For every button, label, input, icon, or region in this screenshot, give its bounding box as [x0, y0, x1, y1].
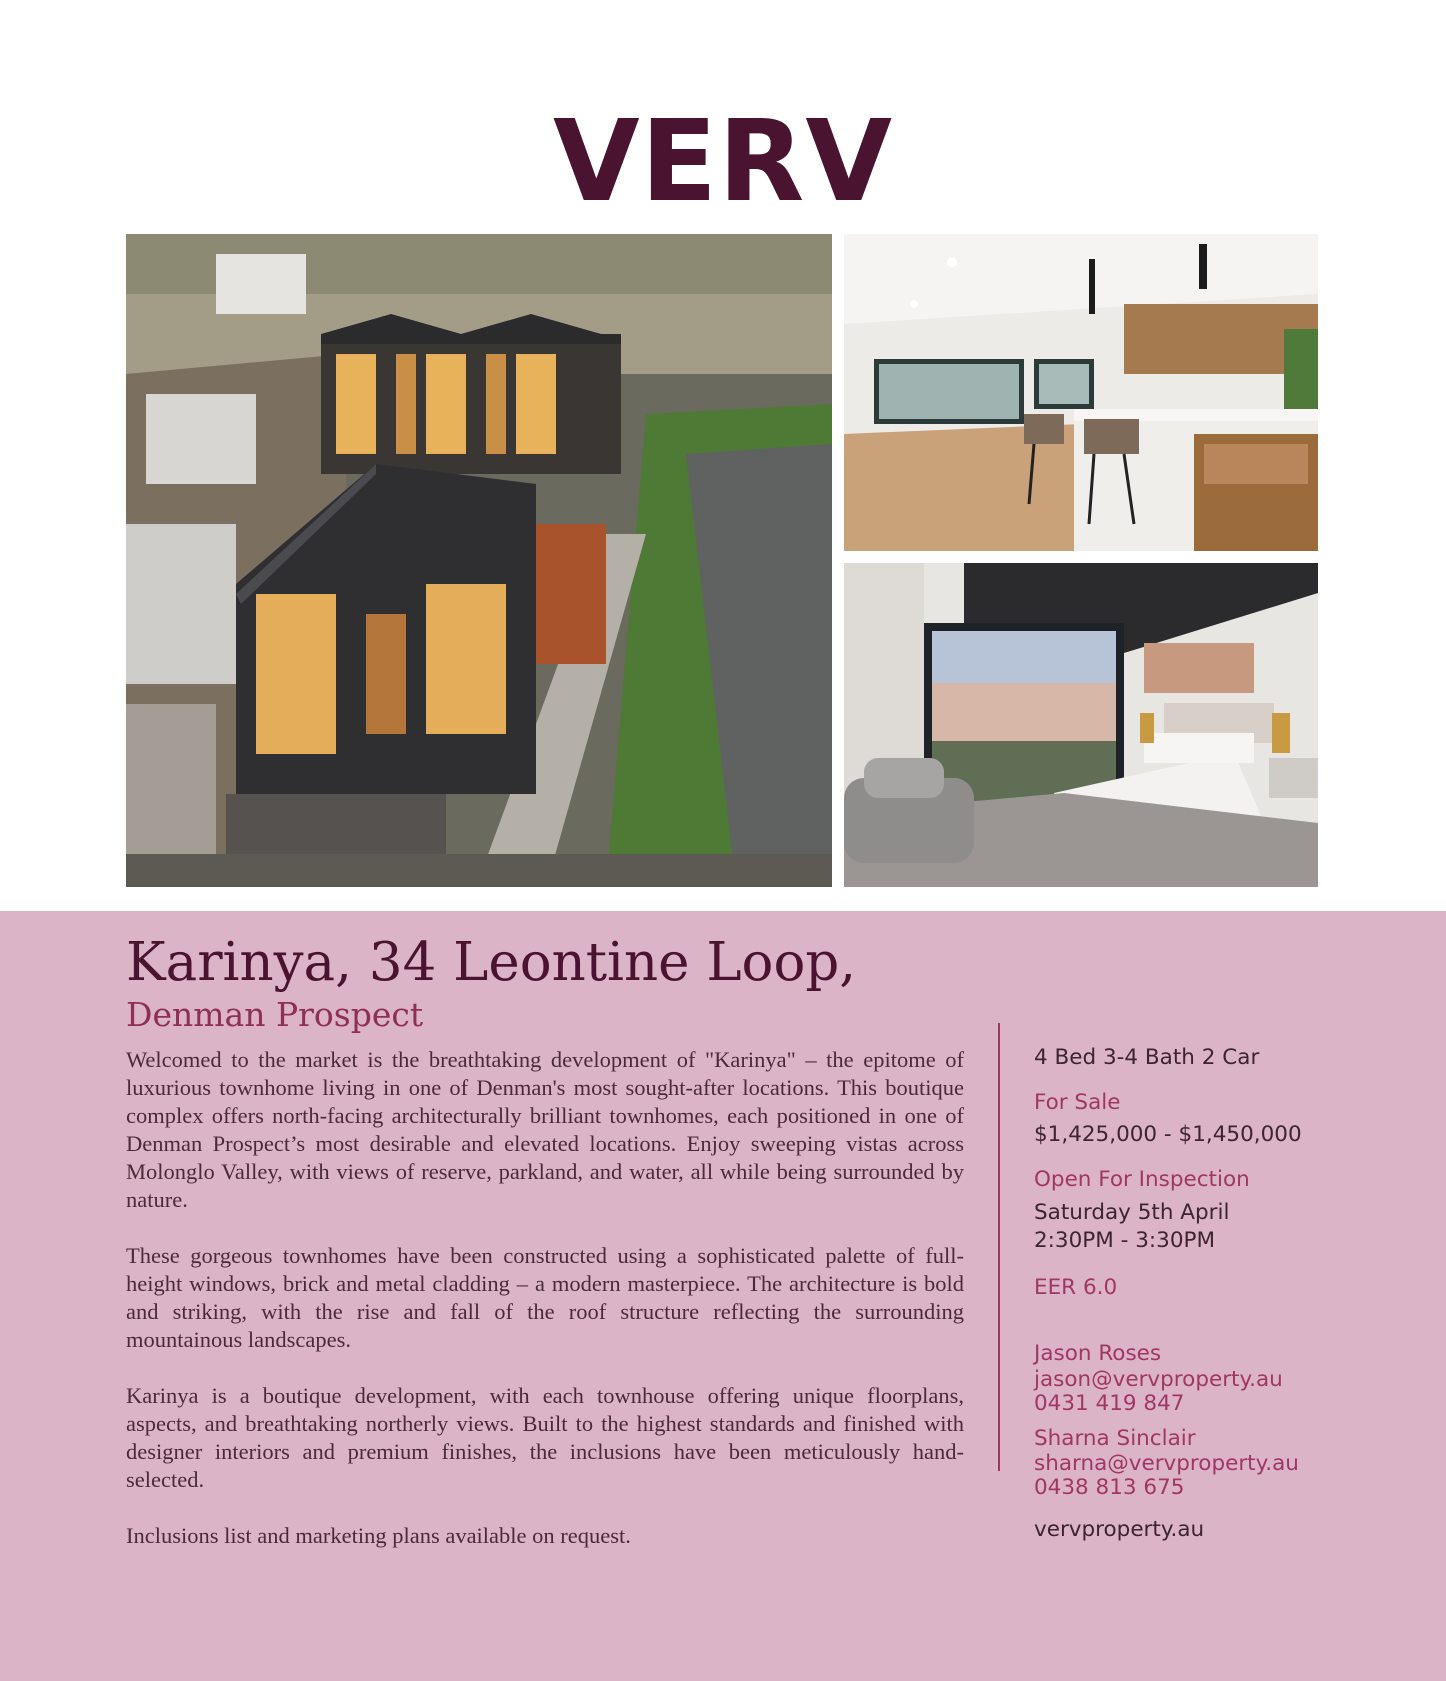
kitchen-photo	[844, 234, 1318, 551]
website-link[interactable]: vervproperty.au	[1034, 1517, 1205, 1542]
agent-email[interactable]: jason@vervproperty.au	[1034, 1367, 1283, 1392]
description-paragraph: Inclusions list and marketing plans available on request.	[126, 1523, 631, 1548]
description-paragraph: Welcomed to the market is the breathtaking development of "Karinya" – the epitome of luxurious townhome living in one of Denman's most sought-after locations. This boutique complex offers north-facing architecturally brilliant townhomes, each positioned in one of Denman Prospect’s most desirable and elevated locations. Enjoy sweeping vistas across Molonglo Valley, with views of reserve, parkland, and water, all while being surrounded by nature.	[126, 1047, 964, 1212]
inspection-label: Open For Inspection	[1034, 1167, 1250, 1192]
features-summary: 4 Bed 3-4 Bath 2 Car	[1034, 1045, 1260, 1070]
listing-info-panel	[0, 911, 1446, 1681]
inspection-date: Saturday 5th April	[1034, 1200, 1230, 1225]
energy-rating: EER 6.0	[1034, 1275, 1118, 1300]
agent-email[interactable]: sharna@vervproperty.au	[1034, 1451, 1299, 1476]
listing-suburb: Denman Prospect	[126, 995, 424, 1034]
aerial-photo	[126, 234, 832, 887]
bedroom-photo	[844, 563, 1318, 887]
description-paragraph: These gorgeous townhomes have been constructed using a sophisticated palette of full-height windows, brick and metal cladding – a modern masterpiece. The architecture is bold and striking, with the rise and fall of the roof structure reflecting the surrounding mountainous landscapes.	[126, 1243, 964, 1352]
inspection-time: 2:30PM - 3:30PM	[1034, 1228, 1216, 1253]
description-paragraph: Karinya is a boutique development, with each townhouse offering unique floorplans, aspects, and breathtaking northerly views. Built to the highest standards and finished with designer interiors and premium finishes, the inclusions have been meticulously hand-selected.	[126, 1383, 964, 1492]
agent-name: Jason Roses	[1034, 1341, 1162, 1366]
sale-label: For Sale	[1034, 1090, 1121, 1115]
agent-name: Sharna Sinclair	[1034, 1426, 1196, 1451]
agent-phone[interactable]: 0431 419 847	[1034, 1391, 1185, 1416]
price-range: $1,425,000 - $1,450,000	[1034, 1122, 1302, 1147]
vertical-divider	[998, 1023, 1000, 1471]
listing-description	[126, 1046, 964, 1578]
verv-logo: VERV	[552, 97, 894, 227]
listing-title: Karinya, 34 Leontine Loop,	[126, 932, 857, 993]
agent-phone[interactable]: 0438 813 675	[1034, 1475, 1185, 1500]
